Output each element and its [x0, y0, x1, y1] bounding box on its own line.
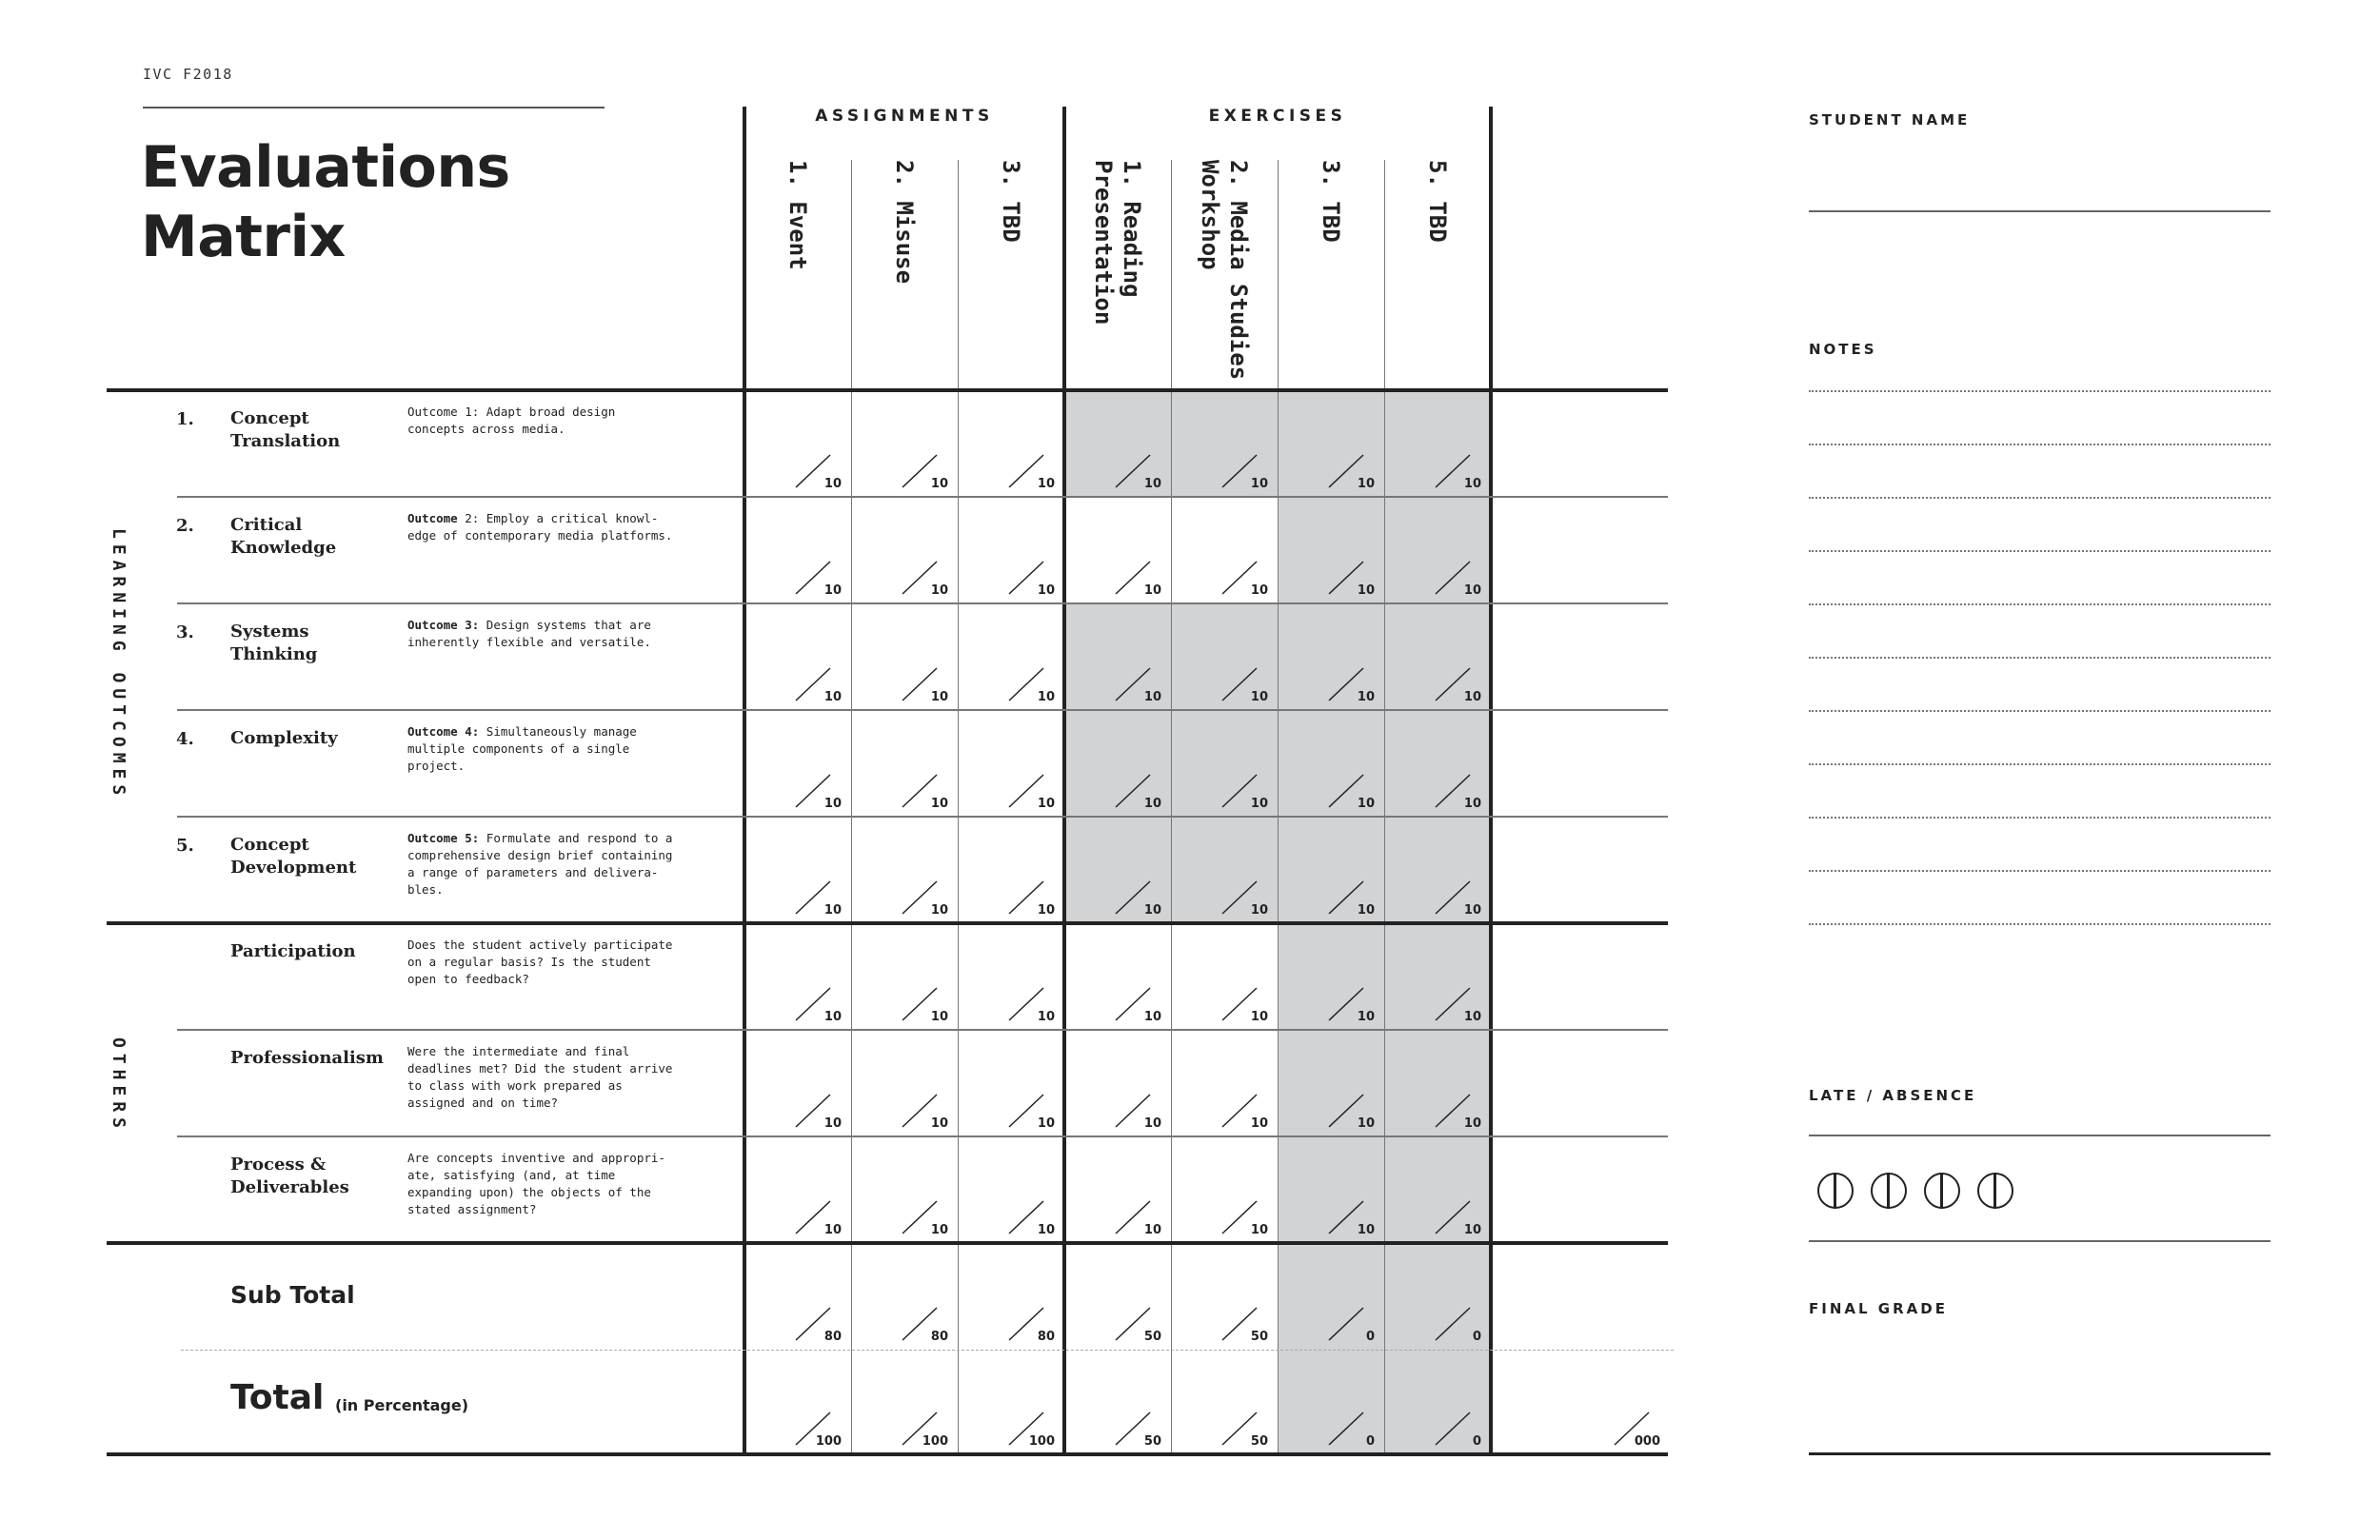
score-cell[interactable] [794, 558, 842, 598]
row-description-text: Are concepts inventive and appropri- ate, satisfying (and, at time expanding upon) the objects of the stated assignment? [407, 1151, 665, 1216]
section-learning-outcomes: LEARNING OUTCOMES [109, 528, 129, 801]
score-cell[interactable] [1007, 1091, 1055, 1131]
subtotal-cell-max: 80 [1037, 1330, 1055, 1344]
row-name: Complexity [230, 728, 338, 748]
score-cell-max: 10 [1357, 1223, 1375, 1237]
row-description-text: Simultaneously manage multiple components of a single project. [407, 724, 637, 773]
row-description-text: 2: Employ a critical knowl- edge of contemporary media platforms. [407, 511, 673, 543]
total-cell[interactable] [1007, 1409, 1055, 1449]
score-cell-max: 10 [1143, 903, 1161, 918]
score-cell[interactable] [1220, 1197, 1268, 1237]
score-cell[interactable] [901, 451, 948, 491]
score-cell[interactable] [1434, 878, 1481, 918]
subtotal-cell[interactable] [1220, 1304, 1268, 1344]
score-cell-max: 10 [930, 690, 948, 704]
score-cell[interactable] [1007, 558, 1055, 598]
score-cell-max: 10 [930, 477, 948, 491]
row-divider [107, 921, 1668, 925]
score-cell[interactable] [901, 664, 948, 704]
score-cell[interactable] [794, 771, 842, 811]
row-description [407, 1150, 693, 1218]
subtotal-cell-max: 0 [1472, 1330, 1481, 1344]
row-description [407, 617, 693, 651]
row-divider [177, 709, 1668, 711]
row-description-text: Were the intermediate and final deadlines met? Did the student arrive to class with work prepared as assigned and on time? [407, 1044, 673, 1110]
score-cell[interactable] [1327, 1091, 1375, 1131]
row-divider [177, 1135, 1668, 1137]
score-cell[interactable] [1327, 878, 1375, 918]
score-cell-max: 10 [1463, 477, 1481, 491]
score-cell-max: 10 [1463, 903, 1481, 918]
score-cell[interactable] [901, 1091, 948, 1131]
score-cell-max: 10 [1037, 1010, 1055, 1024]
column-header-3 [958, 160, 1064, 388]
score-cell[interactable] [1114, 1091, 1161, 1131]
row-description-outcome: Outcome [407, 511, 458, 525]
group-exercises: EXERCISES [1208, 107, 1347, 126]
score-cell[interactable] [1007, 771, 1055, 811]
row-description [407, 1043, 693, 1112]
score-cell[interactable] [794, 1197, 842, 1237]
subtotal-cell[interactable] [794, 1304, 842, 1344]
score-cell-max: 10 [930, 797, 948, 811]
absence-circle-icon[interactable] [1924, 1173, 1960, 1209]
subtotal-cell[interactable] [1327, 1304, 1375, 1344]
column-header-5 [1171, 160, 1278, 388]
score-cell[interactable] [1220, 878, 1268, 918]
score-cell[interactable] [1327, 451, 1375, 491]
score-cell[interactable] [1114, 1197, 1161, 1237]
row-divider [177, 1029, 1668, 1031]
title-rule [143, 107, 605, 109]
total-label: Total [230, 1378, 325, 1417]
total-cell[interactable] [1114, 1409, 1161, 1449]
notes-line[interactable] [1809, 657, 2271, 659]
subtotal-cell-max: 50 [1250, 1330, 1268, 1344]
score-cell[interactable] [1007, 664, 1055, 704]
final-grade-label: FINAL GRADE [1809, 1300, 1948, 1317]
notes-line[interactable] [1809, 923, 2271, 925]
score-cell[interactable] [901, 771, 948, 811]
score-cell-max: 10 [1143, 1116, 1161, 1131]
row-description [407, 510, 693, 544]
score-cell-max: 10 [1250, 1116, 1268, 1131]
score-cell[interactable] [901, 1197, 948, 1237]
notes-line[interactable] [1809, 550, 2271, 552]
column-header-label: 5. TBD [1424, 160, 1451, 243]
score-cell[interactable] [1327, 984, 1375, 1024]
page-title-line2: Matrix [141, 204, 346, 270]
notes-line[interactable] [1809, 870, 2271, 872]
column-divider [743, 107, 746, 1454]
score-cell-max: 10 [1250, 690, 1268, 704]
column-divider [958, 160, 959, 1454]
course-code: IVC F2018 [143, 66, 233, 83]
score-cell-max: 10 [1463, 797, 1481, 811]
score-cell[interactable] [1434, 1091, 1481, 1131]
score-cell-max: 10 [1463, 1116, 1481, 1131]
column-divider [1489, 107, 1493, 1454]
row-number: 1. [176, 409, 194, 429]
subtotal-cell-max: 80 [930, 1330, 948, 1344]
column-divider [1171, 160, 1172, 1454]
notes-label: NOTES [1809, 341, 1877, 358]
score-cell[interactable] [794, 451, 842, 491]
row-description-outcome: Outcome 3: [407, 618, 480, 632]
score-cell-max: 10 [930, 1223, 948, 1237]
score-cell-max: 10 [1037, 1223, 1055, 1237]
total-cell-max: 100 [922, 1434, 948, 1449]
row-description [407, 404, 693, 438]
score-cell[interactable] [1327, 558, 1375, 598]
row-name: Process & Deliverables [230, 1155, 349, 1197]
total-cell-max: 0 [1472, 1434, 1481, 1449]
score-cell-max: 10 [1463, 690, 1481, 704]
late-absence-top-rule [1809, 1135, 2271, 1136]
score-cell-max: 10 [930, 903, 948, 918]
page-title [141, 133, 510, 272]
score-cell-max: 10 [823, 1116, 842, 1131]
row-description-text: Design systems that are inherently flexible and versatile. [407, 618, 651, 649]
total-cell-max: 100 [815, 1434, 842, 1449]
score-cell-max: 10 [1037, 797, 1055, 811]
score-cell[interactable] [1434, 664, 1481, 704]
score-cell[interactable] [1114, 984, 1161, 1024]
row-divider [107, 1452, 1668, 1456]
score-cell-max: 10 [1037, 477, 1055, 491]
score-cell-max: 10 [1250, 1010, 1268, 1024]
score-cell-max: 10 [823, 1223, 842, 1237]
column-divider [1278, 160, 1279, 1454]
score-cell-max: 10 [1037, 583, 1055, 598]
notes-line[interactable] [1809, 763, 2271, 765]
score-cell-max: 10 [930, 1116, 948, 1131]
score-cell[interactable] [1327, 771, 1375, 811]
total-cell-max: 50 [1143, 1434, 1161, 1449]
subtotal-cell-max: 0 [1365, 1330, 1375, 1344]
score-cell-max: 10 [1357, 797, 1375, 811]
score-cell[interactable] [1007, 451, 1055, 491]
score-cell-max: 10 [1037, 903, 1055, 918]
total-cell-max: 0 [1365, 1434, 1375, 1449]
notes-line[interactable] [1809, 710, 2271, 712]
score-cell[interactable] [901, 984, 948, 1024]
score-cell[interactable] [901, 558, 948, 598]
subtotal-cell[interactable] [1434, 1304, 1481, 1344]
total-cell[interactable] [1327, 1409, 1375, 1449]
score-cell-max: 10 [823, 797, 842, 811]
late-absence-bottom-rule [1809, 1240, 2271, 1242]
score-cell[interactable] [1434, 1197, 1481, 1237]
row-divider [181, 1350, 1674, 1351]
column-divider [851, 160, 852, 1454]
subtotal-cell[interactable] [901, 1304, 948, 1344]
group-assignments: ASSIGNMENTS [815, 107, 994, 126]
score-cell[interactable] [794, 878, 842, 918]
notes-line[interactable] [1809, 603, 2271, 605]
score-cell[interactable] [1007, 984, 1055, 1024]
score-cell-max: 10 [930, 583, 948, 598]
score-cell[interactable] [1114, 878, 1161, 918]
score-cell-max: 10 [1250, 1223, 1268, 1237]
row-description-outcome: Outcome 4: [407, 724, 480, 739]
score-cell[interactable] [1007, 1197, 1055, 1237]
score-cell-max: 10 [1357, 690, 1375, 704]
score-cell[interactable] [1114, 451, 1161, 491]
page-title-line1: Evaluations [141, 134, 510, 201]
row-name: Participation [230, 941, 356, 961]
final-grade-field[interactable] [1809, 1452, 2271, 1455]
grand-total-cell-max: 000 [1634, 1434, 1660, 1449]
subtotal-cell[interactable] [1007, 1304, 1055, 1344]
score-cell[interactable] [1220, 558, 1268, 598]
score-cell[interactable] [1114, 771, 1161, 811]
column-divider [1384, 160, 1385, 1454]
score-cell-max: 10 [1463, 1010, 1481, 1024]
column-header-1 [744, 160, 851, 388]
row-description [407, 937, 693, 988]
score-cell[interactable] [1434, 771, 1481, 811]
column-header-label: 3. TBD [998, 160, 1024, 243]
score-cell-max: 10 [1037, 1116, 1055, 1131]
score-cell[interactable] [1220, 664, 1268, 704]
row-name: Critical Knowledge [230, 515, 337, 558]
score-cell[interactable] [901, 878, 948, 918]
row-divider [177, 496, 1668, 498]
total-cell[interactable] [901, 1409, 948, 1449]
score-cell[interactable] [1114, 558, 1161, 598]
score-cell-max: 10 [1250, 583, 1268, 598]
column-header-label: 2. Media Studies Workshop [1197, 160, 1252, 381]
total-cell-max: 50 [1250, 1434, 1268, 1449]
score-cell-max: 10 [1037, 690, 1055, 704]
score-cell-max: 10 [1357, 583, 1375, 598]
score-cell-max: 10 [1143, 1010, 1161, 1024]
column-header-2 [851, 160, 958, 388]
score-cell[interactable] [1220, 984, 1268, 1024]
column-header-4 [1064, 160, 1171, 388]
row-description-outcome: Outcome 5: [407, 831, 480, 845]
row-name: Professionalism [230, 1048, 384, 1068]
score-cell-max: 10 [1463, 583, 1481, 598]
subtotal-cell-max: 50 [1143, 1330, 1161, 1344]
subtotal-cell-max: 80 [823, 1330, 842, 1344]
score-cell[interactable] [794, 984, 842, 1024]
score-cell[interactable] [794, 664, 842, 704]
score-cell[interactable] [1434, 451, 1481, 491]
row-number: 4. [176, 729, 194, 749]
notes-line[interactable] [1809, 444, 2271, 445]
score-cell-max: 10 [1463, 1223, 1481, 1237]
late-absence-label: LATE / ABSENCE [1809, 1087, 1977, 1104]
row-name: Systems Thinking [230, 622, 318, 664]
row-name: Concept Development [230, 835, 357, 878]
score-cell-max: 10 [823, 690, 842, 704]
row-description-text: Formulate and respond to a comprehensive design brief containing a range of parameters and delivera- bles. [407, 831, 673, 897]
score-cell-max: 10 [1250, 797, 1268, 811]
score-cell-max: 10 [1357, 477, 1375, 491]
score-cell-max: 10 [1357, 1010, 1375, 1024]
row-divider [107, 1241, 1668, 1245]
score-cell[interactable] [1007, 878, 1055, 918]
score-cell[interactable] [1220, 771, 1268, 811]
absence-circle-icon[interactable] [1977, 1173, 2013, 1209]
score-cell-max: 10 [1357, 903, 1375, 918]
row-name: Concept Translation [230, 408, 341, 451]
score-cell-max: 10 [823, 583, 842, 598]
row-divider [177, 602, 1668, 604]
student-name-field[interactable] [1809, 210, 2271, 212]
column-header-label: 1. Reading Presentation [1090, 160, 1145, 326]
row-divider [177, 816, 1668, 818]
score-cell-max: 10 [1357, 1116, 1375, 1131]
score-cell-max: 10 [823, 1010, 842, 1024]
column-header-label: 3. TBD [1318, 160, 1344, 243]
grand-total-cell[interactable] [1613, 1409, 1660, 1449]
score-cell-max: 10 [1143, 690, 1161, 704]
notes-line[interactable] [1809, 497, 2271, 499]
score-cell-max: 10 [930, 1010, 948, 1024]
score-cell-max: 10 [1143, 797, 1161, 811]
row-description-text: Does the student actively participate on a regular basis? Is the student open to feedback? [407, 938, 673, 986]
column-header-label: 2. Misuse [891, 160, 918, 285]
score-cell-max: 10 [1250, 903, 1268, 918]
total-cell-max: 100 [1028, 1434, 1055, 1449]
absence-circle-icon[interactable] [1817, 1173, 1854, 1209]
column-header-6 [1278, 160, 1384, 388]
subtotal-cell[interactable] [1114, 1304, 1161, 1344]
score-cell-max: 10 [823, 477, 842, 491]
row-number: 2. [176, 516, 194, 536]
section-others: OTHERS [109, 1037, 129, 1135]
row-description [407, 723, 693, 775]
score-cell-max: 10 [823, 903, 842, 918]
score-cell[interactable] [1220, 1091, 1268, 1131]
total-cell[interactable] [1434, 1409, 1481, 1449]
score-cell[interactable] [1327, 1197, 1375, 1237]
notes-line[interactable] [1809, 390, 2271, 392]
row-number: 5. [176, 836, 194, 856]
score-cell[interactable] [1114, 664, 1161, 704]
total-cell[interactable] [1220, 1409, 1268, 1449]
score-cell[interactable] [1220, 451, 1268, 491]
row-number: 3. [176, 622, 194, 642]
score-cell-max: 10 [1250, 477, 1268, 491]
score-cell-max: 10 [1143, 477, 1161, 491]
row-divider [107, 388, 1668, 392]
student-name-label: STUDENT NAME [1809, 111, 1971, 128]
subtotal-label: Sub Total [230, 1281, 355, 1309]
absence-circle-icon[interactable] [1871, 1173, 1907, 1209]
total-note: (in Percentage) [335, 1396, 469, 1414]
score-cell[interactable] [1434, 558, 1481, 598]
total-cell[interactable] [794, 1409, 842, 1449]
score-cell[interactable] [1434, 984, 1481, 1024]
score-cell-max: 10 [1143, 583, 1161, 598]
score-cell[interactable] [1327, 664, 1375, 704]
column-header-7 [1384, 160, 1491, 388]
score-cell-max: 10 [1143, 1223, 1161, 1237]
row-description-text: Outcome 1: Adapt broad design concepts across media. [407, 405, 616, 436]
column-divider [1062, 107, 1066, 1454]
column-header-label: 1. Event [784, 160, 811, 270]
row-description [407, 830, 693, 898]
score-cell[interactable] [794, 1091, 842, 1131]
notes-line[interactable] [1809, 817, 2271, 819]
